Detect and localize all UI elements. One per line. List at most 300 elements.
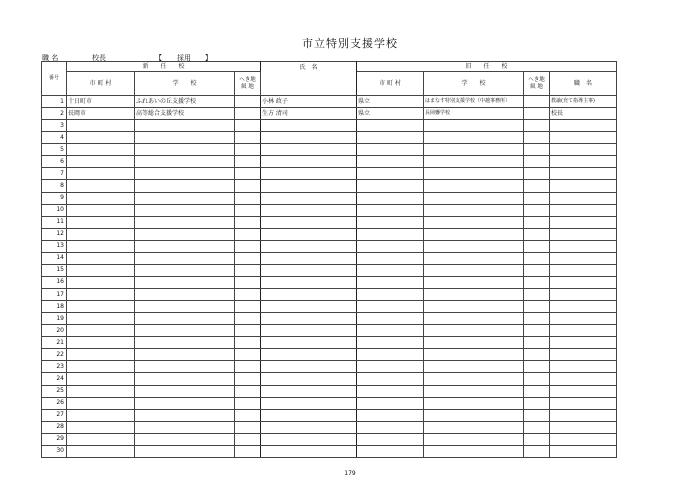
role-value: 校長 (92, 54, 106, 62)
old-remote-grade-cell (524, 409, 550, 421)
old-city-cell (357, 337, 424, 349)
row-number: 25 (42, 385, 67, 397)
new-city-cell (67, 289, 135, 301)
position-cell (550, 156, 617, 168)
new-city-cell (67, 313, 135, 325)
new-school-cell (135, 240, 235, 252)
header-new-school: 学 校 (135, 72, 235, 96)
table-row (42, 301, 617, 313)
old-city-cell: 県立 (357, 108, 424, 120)
new-remote-grade-cell (235, 240, 261, 252)
old-school-cell (424, 192, 524, 204)
new-school-cell (135, 373, 235, 385)
old-school-cell (424, 289, 524, 301)
new-school-cell (135, 337, 235, 349)
new-remote-grade-cell (235, 132, 261, 144)
new-school-cell (135, 204, 235, 216)
old-city-cell (357, 252, 424, 264)
old-remote-grade-cell (524, 397, 550, 409)
table-row (42, 96, 617, 108)
new-city-cell (67, 276, 135, 288)
position-cell (550, 349, 617, 361)
row-number: 14 (42, 252, 67, 264)
name-cell (261, 445, 357, 457)
header-new-school-group: 新 任 校 (67, 62, 261, 72)
name-cell (261, 361, 357, 373)
old-city-cell (357, 289, 424, 301)
old-city-cell: 県立 (357, 96, 424, 108)
old-remote-grade-cell (524, 144, 550, 156)
header-new-remote-line1: へき地 (239, 76, 256, 83)
old-remote-grade-cell (524, 349, 550, 361)
old-remote-grade-cell (524, 276, 550, 288)
position-cell: 教諭(充て指導主事) (550, 96, 617, 108)
new-school-cell (135, 264, 235, 276)
new-remote-grade-cell (235, 433, 261, 445)
new-school-cell (135, 144, 235, 156)
new-remote-grade-cell (235, 264, 261, 276)
table-row (42, 421, 617, 433)
new-city-cell: 長岡市 (67, 108, 135, 120)
old-city-cell (357, 433, 424, 445)
name-cell (261, 349, 357, 361)
name-cell (261, 144, 357, 156)
old-school-cell (424, 264, 524, 276)
new-remote-grade-cell (235, 252, 261, 264)
old-remote-grade-cell (524, 264, 550, 276)
old-school-cell (424, 144, 524, 156)
table-row (42, 397, 617, 409)
old-city-cell (357, 216, 424, 228)
old-city-cell (357, 361, 424, 373)
old-city-cell (357, 192, 424, 204)
old-school-cell (424, 252, 524, 264)
new-city-cell (67, 264, 135, 276)
new-remote-grade-cell (235, 397, 261, 409)
new-school-cell (135, 301, 235, 313)
new-school-cell (135, 168, 235, 180)
new-city-cell (67, 385, 135, 397)
old-remote-grade-cell (524, 289, 550, 301)
new-city-cell (67, 192, 135, 204)
row-number: 27 (42, 409, 67, 421)
old-school-cell (424, 168, 524, 180)
row-number: 16 (42, 276, 67, 288)
table-row (42, 313, 617, 325)
old-school-cell (424, 240, 524, 252)
table-row (42, 409, 617, 421)
new-city-cell (67, 132, 135, 144)
row-number: 15 (42, 264, 67, 276)
row-number: 19 (42, 313, 67, 325)
new-remote-grade-cell (235, 385, 261, 397)
old-city-cell (357, 156, 424, 168)
table-row (42, 108, 617, 120)
name-cell (261, 216, 357, 228)
name-cell (261, 180, 357, 192)
row-number: 28 (42, 421, 67, 433)
new-school-cell (135, 385, 235, 397)
new-school-cell (135, 349, 235, 361)
name-cell (261, 373, 357, 385)
new-remote-grade-cell (235, 204, 261, 216)
old-remote-grade-cell (524, 120, 550, 132)
name-cell: 生方 清司 (261, 108, 357, 120)
position-cell (550, 228, 617, 240)
position-cell (550, 433, 617, 445)
row-number: 29 (42, 433, 67, 445)
old-remote-grade-cell (524, 216, 550, 228)
old-city-cell (357, 301, 424, 313)
new-city-cell (67, 433, 135, 445)
new-school-cell (135, 313, 235, 325)
page-number: 179 (344, 470, 356, 477)
new-remote-grade-cell (235, 120, 261, 132)
name-cell (261, 313, 357, 325)
old-school-cell: はまなす特別支援学校（中越事務所） (424, 96, 524, 108)
name-cell (261, 397, 357, 409)
row-number: 4 (42, 132, 67, 144)
position-cell (550, 132, 617, 144)
name-cell (261, 168, 357, 180)
new-city-cell (67, 361, 135, 373)
new-city-cell (67, 216, 135, 228)
old-city-cell (357, 264, 424, 276)
old-remote-grade-cell (524, 445, 550, 457)
new-city-cell (67, 252, 135, 264)
new-city-cell (67, 337, 135, 349)
new-remote-grade-cell (235, 192, 261, 204)
new-school-cell (135, 276, 235, 288)
new-city-cell: 十日町市 (67, 96, 135, 108)
row-number: 11 (42, 216, 67, 228)
name-cell (261, 204, 357, 216)
new-school-cell (135, 421, 235, 433)
table-row (42, 120, 617, 132)
new-remote-grade-cell (235, 361, 261, 373)
old-city-cell (357, 385, 424, 397)
old-city-cell (357, 204, 424, 216)
new-city-cell (67, 180, 135, 192)
table-row (42, 325, 617, 337)
header-old-school: 学 校 (424, 72, 524, 96)
new-remote-grade-cell (235, 301, 261, 313)
header-new-remote (235, 72, 261, 96)
position-cell (550, 264, 617, 276)
old-remote-grade-cell (524, 337, 550, 349)
header-old-remote (524, 72, 550, 96)
position-cell (550, 445, 617, 457)
old-school-cell (424, 204, 524, 216)
new-city-cell (67, 397, 135, 409)
header-new-city: 市 町 村 (67, 72, 135, 96)
role-label: 職 名 (42, 54, 59, 62)
new-remote-grade-cell (235, 445, 261, 457)
old-remote-grade-cell (524, 204, 550, 216)
old-remote-grade-cell (524, 373, 550, 385)
old-remote-grade-cell (524, 421, 550, 433)
old-city-cell (357, 276, 424, 288)
table-row (42, 349, 617, 361)
old-remote-grade-cell (524, 385, 550, 397)
table-row (42, 180, 617, 192)
table-row (42, 289, 617, 301)
new-remote-grade-cell (235, 168, 261, 180)
old-school-cell (424, 337, 524, 349)
header-old-school-group: 旧 任 校 (357, 62, 617, 72)
old-school-cell (424, 433, 524, 445)
table-row (42, 228, 617, 240)
new-city-cell (67, 120, 135, 132)
position-cell (550, 192, 617, 204)
position-cell (550, 204, 617, 216)
name-cell (261, 252, 357, 264)
table-row (42, 204, 617, 216)
table-row (42, 216, 617, 228)
new-school-cell: 高等総合支援学校 (135, 108, 235, 120)
new-remote-grade-cell (235, 216, 261, 228)
new-city-cell (67, 168, 135, 180)
header-old-remote-line2: 級 地 (530, 83, 543, 90)
old-city-cell (357, 445, 424, 457)
new-city-cell (67, 373, 135, 385)
header-number: 番号 (42, 62, 67, 96)
row-number: 24 (42, 373, 67, 385)
position-cell (550, 216, 617, 228)
new-school-cell (135, 433, 235, 445)
table-row (42, 240, 617, 252)
old-remote-grade-cell (524, 96, 550, 108)
position-cell (550, 252, 617, 264)
old-school-cell (424, 120, 524, 132)
old-school-cell (424, 216, 524, 228)
new-school-cell (135, 361, 235, 373)
row-number: 2 (42, 108, 67, 120)
table-row (42, 144, 617, 156)
old-school-cell (424, 385, 524, 397)
new-remote-grade-cell (235, 421, 261, 433)
new-remote-grade-cell (235, 313, 261, 325)
row-number: 1 (42, 96, 67, 108)
name-cell (261, 192, 357, 204)
header-old-remote-line1: へき地 (528, 76, 545, 83)
position-cell (550, 276, 617, 288)
new-school-cell (135, 132, 235, 144)
position-cell (550, 168, 617, 180)
new-remote-grade-cell (235, 373, 261, 385)
table-row (42, 337, 617, 349)
row-number: 23 (42, 361, 67, 373)
old-school-cell (424, 132, 524, 144)
new-school-cell (135, 409, 235, 421)
old-city-cell (357, 132, 424, 144)
old-remote-grade-cell (524, 301, 550, 313)
table-row (42, 373, 617, 385)
old-city-cell (357, 180, 424, 192)
table-row (42, 192, 617, 204)
name-cell (261, 132, 357, 144)
position-cell (550, 240, 617, 252)
row-number: 13 (42, 240, 67, 252)
old-school-cell: 長岡聾学校 (424, 108, 524, 120)
new-city-cell (67, 409, 135, 421)
new-remote-grade-cell (235, 96, 261, 108)
new-school-cell (135, 216, 235, 228)
row-number: 20 (42, 325, 67, 337)
old-remote-grade-cell (524, 228, 550, 240)
row-number: 8 (42, 180, 67, 192)
position-cell (550, 409, 617, 421)
new-remote-grade-cell (235, 409, 261, 421)
position-cell (550, 120, 617, 132)
name-cell (261, 409, 357, 421)
new-remote-grade-cell (235, 144, 261, 156)
new-school-cell (135, 180, 235, 192)
old-remote-grade-cell (524, 313, 550, 325)
name-cell (261, 337, 357, 349)
row-number: 21 (42, 337, 67, 349)
old-school-cell (424, 409, 524, 421)
row-number: 3 (42, 120, 67, 132)
old-city-cell (357, 144, 424, 156)
name-cell (261, 156, 357, 168)
old-city-cell (357, 228, 424, 240)
table-row (42, 385, 617, 397)
name-cell (261, 325, 357, 337)
new-city-cell (67, 204, 135, 216)
row-number: 9 (42, 192, 67, 204)
old-city-cell (357, 421, 424, 433)
new-remote-grade-cell (235, 349, 261, 361)
name-cell: 小林 政子 (261, 96, 357, 108)
old-school-cell (424, 180, 524, 192)
position-cell (550, 325, 617, 337)
name-cell (261, 228, 357, 240)
new-remote-grade-cell (235, 289, 261, 301)
page-title: 市立特別支援学校 (302, 37, 398, 50)
row-number: 30 (42, 445, 67, 457)
row-number: 22 (42, 349, 67, 361)
old-remote-grade-cell (524, 240, 550, 252)
position-cell (550, 313, 617, 325)
table-row (42, 264, 617, 276)
old-school-cell (424, 301, 524, 313)
old-school-cell (424, 373, 524, 385)
personnel-table (41, 61, 617, 458)
position-cell (550, 361, 617, 373)
new-city-cell (67, 301, 135, 313)
new-city-cell (67, 349, 135, 361)
header-position: 職 名 (550, 72, 617, 96)
new-remote-grade-cell (235, 156, 261, 168)
old-remote-grade-cell (524, 325, 550, 337)
name-cell (261, 421, 357, 433)
table-row (42, 276, 617, 288)
old-remote-grade-cell (524, 361, 550, 373)
table-row (42, 156, 617, 168)
name-cell (261, 240, 357, 252)
new-school-cell (135, 397, 235, 409)
position-cell (550, 180, 617, 192)
new-school-cell (135, 228, 235, 240)
old-city-cell (357, 325, 424, 337)
old-school-cell (424, 397, 524, 409)
old-city-cell (357, 120, 424, 132)
name-cell (261, 301, 357, 313)
new-school-cell: ふれあいの丘支援学校 (135, 96, 235, 108)
old-city-cell (357, 409, 424, 421)
new-remote-grade-cell (235, 228, 261, 240)
new-city-cell (67, 228, 135, 240)
header-old-city: 市 町 村 (357, 72, 424, 96)
old-city-cell (357, 168, 424, 180)
table-row (42, 445, 617, 457)
name-cell (261, 289, 357, 301)
old-school-cell (424, 228, 524, 240)
new-remote-grade-cell (235, 325, 261, 337)
old-school-cell (424, 421, 524, 433)
old-city-cell (357, 313, 424, 325)
old-school-cell (424, 361, 524, 373)
name-cell (261, 433, 357, 445)
position-cell (550, 385, 617, 397)
new-school-cell (135, 445, 235, 457)
new-school-cell (135, 289, 235, 301)
name-cell (261, 120, 357, 132)
new-city-cell (67, 445, 135, 457)
new-school-cell (135, 156, 235, 168)
row-number: 18 (42, 301, 67, 313)
row-number: 26 (42, 397, 67, 409)
new-remote-grade-cell (235, 180, 261, 192)
new-city-cell (67, 144, 135, 156)
old-school-cell (424, 156, 524, 168)
new-school-cell (135, 252, 235, 264)
new-remote-grade-cell (235, 108, 261, 120)
row-number: 17 (42, 289, 67, 301)
name-cell (261, 264, 357, 276)
old-school-cell (424, 276, 524, 288)
position-cell: 校長 (550, 108, 617, 120)
old-city-cell (357, 373, 424, 385)
old-remote-grade-cell (524, 180, 550, 192)
old-school-cell (424, 325, 524, 337)
old-remote-grade-cell (524, 132, 550, 144)
name-cell (261, 276, 357, 288)
table-row (42, 433, 617, 445)
old-school-cell (424, 313, 524, 325)
new-city-cell (67, 421, 135, 433)
old-city-cell (357, 240, 424, 252)
new-school-cell (135, 192, 235, 204)
header-name: 氏 名 (261, 62, 357, 96)
kind-close-bracket: 】 (205, 54, 212, 62)
new-city-cell (67, 156, 135, 168)
row-number: 12 (42, 228, 67, 240)
row-number: 7 (42, 168, 67, 180)
new-school-cell (135, 120, 235, 132)
position-cell (550, 421, 617, 433)
old-remote-grade-cell (524, 168, 550, 180)
position-cell (550, 337, 617, 349)
table-row (42, 361, 617, 373)
name-cell (261, 385, 357, 397)
old-city-cell (357, 349, 424, 361)
header-new-remote-line2: 級 地 (241, 83, 254, 90)
row-number: 5 (42, 144, 67, 156)
old-remote-grade-cell (524, 108, 550, 120)
new-school-cell (135, 325, 235, 337)
